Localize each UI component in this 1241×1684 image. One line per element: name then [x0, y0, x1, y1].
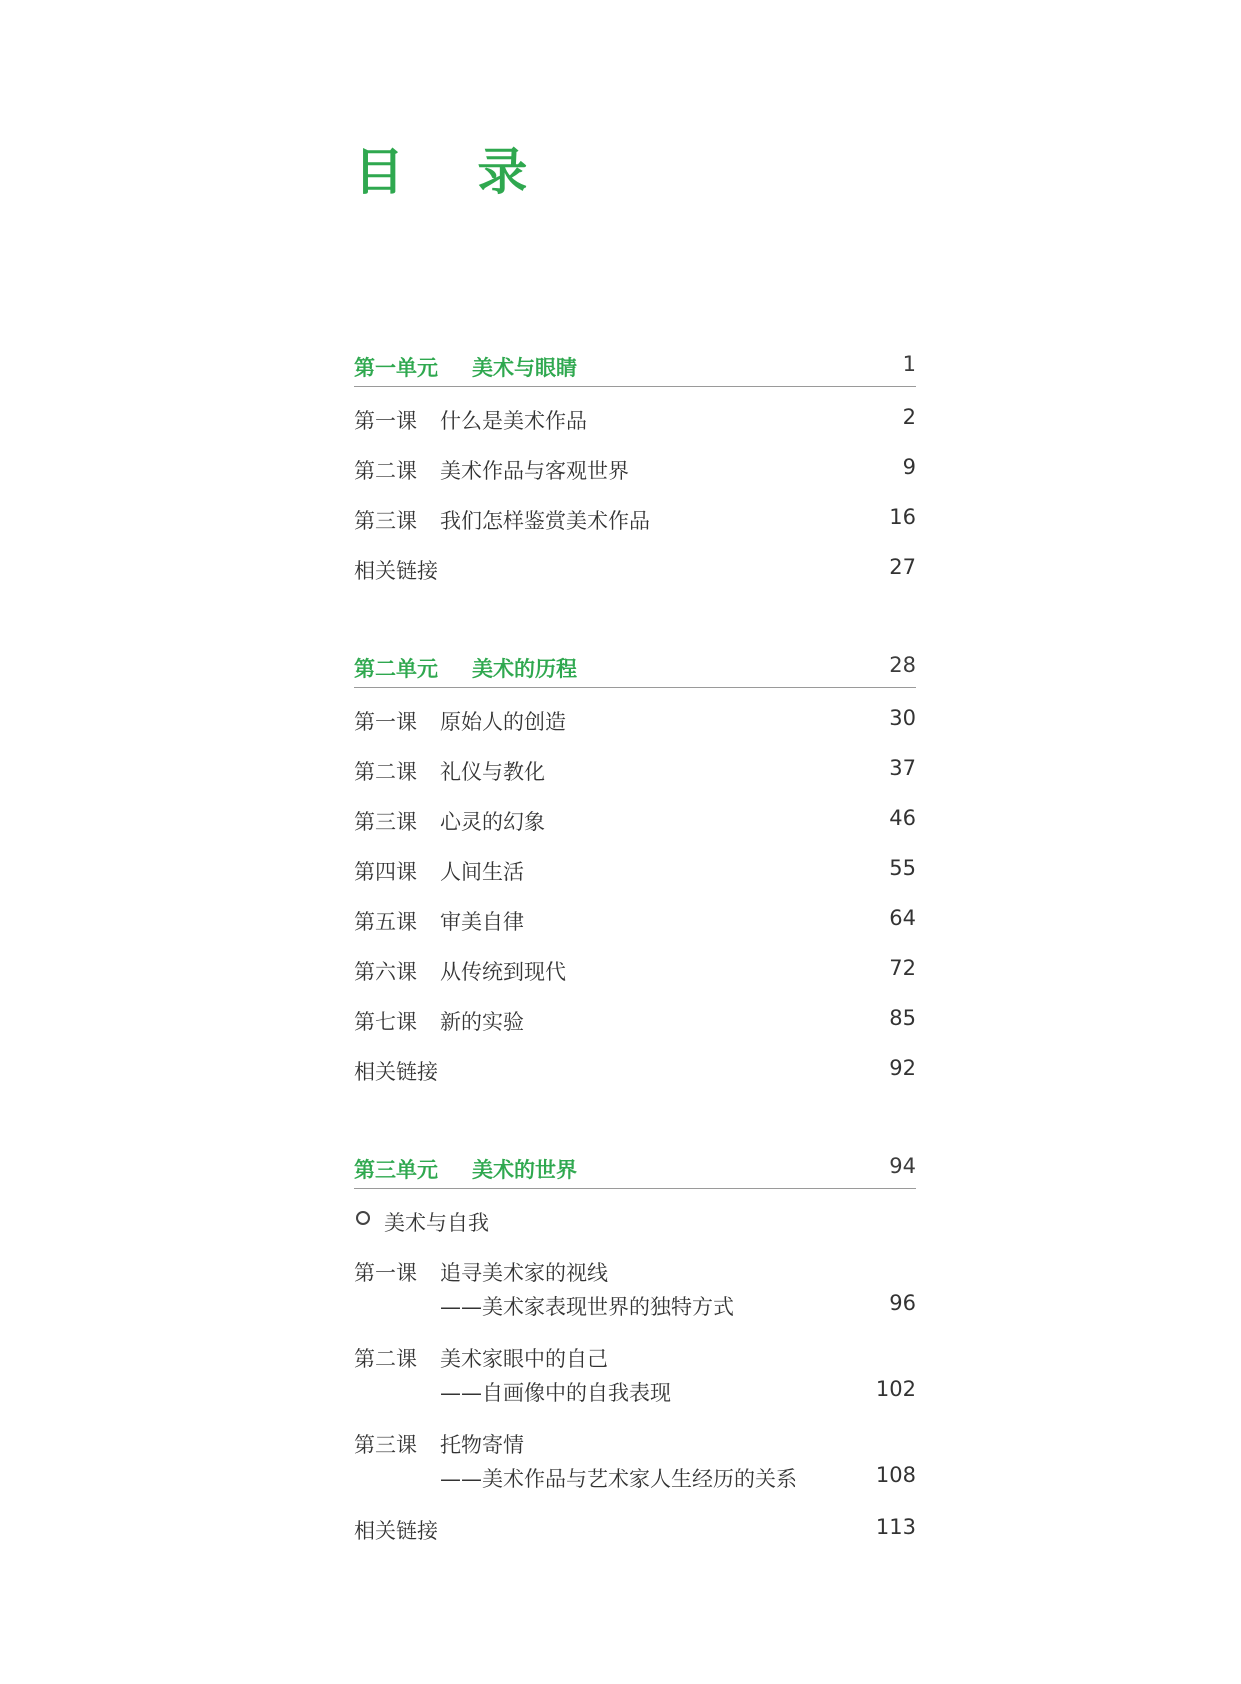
lesson-page: 2 — [902, 405, 916, 429]
lesson-page: 37 — [889, 756, 916, 780]
lesson-page: 64 — [889, 906, 916, 930]
lesson-label: 第二课 — [354, 459, 417, 483]
lesson-title: 原始人的创造 — [440, 710, 566, 734]
lesson-title: 新的实验 — [440, 1010, 524, 1034]
lesson-label: 第一课 — [354, 710, 417, 734]
toc-entry[interactable] — [354, 1417, 916, 1503]
toc-entry-related-links[interactable] — [354, 543, 916, 593]
related-links-label: 相关链接 — [354, 559, 438, 583]
toc-entry[interactable] — [354, 493, 916, 543]
lesson-title: 美术作品与客观世界 — [440, 459, 629, 483]
unit-heading[interactable] — [354, 342, 916, 387]
lesson-subtitle: ——美术作品与艺术家人生经历的关系 — [440, 1467, 797, 1491]
circle-bullet-icon — [356, 1211, 370, 1225]
lesson-label: 第七课 — [354, 1010, 417, 1034]
lesson-label: 第三课 — [354, 1433, 417, 1457]
lesson-title: 从传统到现代 — [440, 960, 566, 984]
unit-title: 美术的世界 — [472, 1158, 577, 1182]
lesson-title: 什么是美术作品 — [440, 409, 587, 433]
lesson-label: 第一课 — [354, 1261, 417, 1285]
lesson-title: 审美自律 — [440, 910, 524, 934]
lesson-page: 108 — [875, 1463, 916, 1487]
lesson-title: 我们怎样鉴赏美术作品 — [440, 509, 650, 533]
theme-title: 美术与自我 — [384, 1211, 489, 1235]
toc-entry[interactable] — [354, 794, 916, 844]
unit-number: 第二单元 — [354, 657, 438, 681]
page-title: 目 录 — [354, 143, 556, 201]
lesson-page: 30 — [889, 706, 916, 730]
unit-number: 第一单元 — [354, 356, 438, 380]
toc-entry[interactable] — [354, 844, 916, 894]
unit-spacer — [354, 593, 916, 643]
toc-entry[interactable] — [354, 694, 916, 744]
toc-entry-related-links[interactable] — [354, 1503, 916, 1553]
lesson-page: 102 — [875, 1377, 916, 1401]
toc-entry-related-links[interactable] — [354, 1044, 916, 1094]
toc-entry[interactable] — [354, 744, 916, 794]
lesson-page: 113 — [875, 1515, 916, 1539]
lesson-label: 第二课 — [354, 760, 417, 784]
lesson-page: 27 — [889, 555, 916, 579]
unit-title: 美术的历程 — [472, 657, 577, 681]
lesson-page: 72 — [889, 956, 916, 980]
theme-heading — [354, 1195, 916, 1245]
lesson-title: 追寻美术家的视线 — [440, 1261, 608, 1285]
lesson-label: 第六课 — [354, 960, 417, 984]
lesson-page: 16 — [889, 505, 916, 529]
lesson-label: 第五课 — [354, 910, 417, 934]
unit-page: 94 — [889, 1154, 916, 1178]
unit-heading[interactable] — [354, 1144, 916, 1189]
lesson-title: 美术家眼中的自己 — [440, 1347, 608, 1371]
table-of-contents — [354, 342, 916, 1553]
unit-title: 美术与眼睛 — [472, 356, 577, 380]
lesson-label: 第三课 — [354, 810, 417, 834]
toc-entry[interactable] — [354, 443, 916, 493]
toc-entry[interactable] — [354, 894, 916, 944]
unit-spacer — [354, 1094, 916, 1144]
lesson-page: 55 — [889, 856, 916, 880]
lesson-label: 第二课 — [354, 1347, 417, 1371]
toc-entry[interactable] — [354, 1245, 916, 1331]
toc-entry[interactable] — [354, 944, 916, 994]
lesson-page: 92 — [889, 1056, 916, 1080]
lesson-page: 9 — [902, 455, 916, 479]
unit-page: 28 — [889, 653, 916, 677]
lesson-title: 礼仪与教化 — [440, 760, 545, 784]
toc-entry[interactable] — [354, 1331, 916, 1417]
lesson-label: 第四课 — [354, 860, 417, 884]
lesson-page: 96 — [889, 1291, 916, 1315]
lesson-page: 85 — [889, 1006, 916, 1030]
toc-entry[interactable] — [354, 994, 916, 1044]
related-links-label: 相关链接 — [354, 1519, 438, 1543]
lesson-label: 第一课 — [354, 409, 417, 433]
related-links-label: 相关链接 — [354, 1060, 438, 1084]
toc-entry[interactable] — [354, 393, 916, 443]
unit-heading[interactable] — [354, 643, 916, 688]
lesson-subtitle: ——美术家表现世界的独特方式 — [440, 1295, 734, 1319]
unit-number: 第三单元 — [354, 1158, 438, 1182]
lesson-label: 第三课 — [354, 509, 417, 533]
lesson-subtitle: ——自画像中的自我表现 — [440, 1381, 671, 1405]
lesson-title: 托物寄情 — [440, 1433, 524, 1457]
lesson-title: 心灵的幻象 — [440, 810, 545, 834]
lesson-page: 46 — [889, 806, 916, 830]
lesson-title: 人间生活 — [440, 860, 524, 884]
unit-page: 1 — [902, 352, 916, 376]
